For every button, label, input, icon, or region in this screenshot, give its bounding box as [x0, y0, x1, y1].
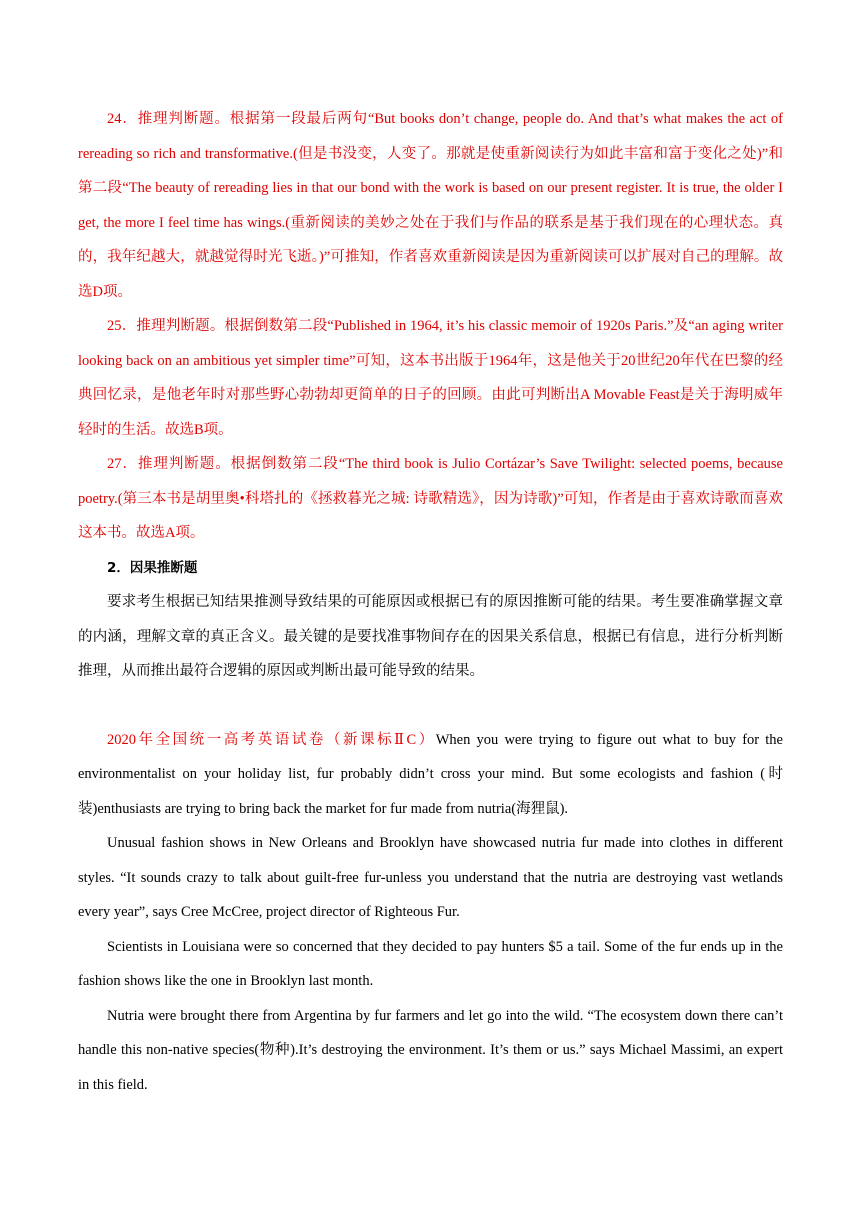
answer-27: 27．推理判断题。根据倒数第二段“The third book is Julio Cortázar’s Save Twilight: selected poems, because poetry.(第三本书是胡里奥•科塔扎的《拯救暮光之城: 诗歌精选》，因为诗歌)”可知，作者是由于喜欢诗歌而喜欢这本书。故选A项。 — [78, 456, 783, 541]
answer-25: 25．推理判断题。根据倒数第二段“Published in 1964, it’s his classic memoir of 1920s Paris.”及“an aging writer looking back on an ambitious yet simpler time”可知，这本书出版于1964年，这是他关于20世纪20年代在巴黎的经典回忆录，是他老年时对那些野心勃勃却更简单的日子的回顾。由此可判断出A Movable Feast是关于海明威年轻时的生活。故选B项。 — [78, 318, 783, 438]
passage-paragraph: Scientists in Louisiana were so concerned that they decided to pay hunters $5 a tail. Some of the fur ends up in the fashion shows like the one in Brooklyn last month. — [78, 938, 783, 989]
passage-intro: When you were trying to figure out what to buy for the environmentalist on your holiday list, fur probably didn’t cross your mind. But some ecologists and fashion (时装)enthusiasts are trying to bring back the market for fur made from nutria(海狸鼠). — [78, 731, 783, 817]
passage-paragraph: Unusual fashion shows in New Orleans and Brooklyn have showcased nutria fur made into clothes in different styles. “It sounds crazy to talk about guilt-free fur-unless you understand that the nutria are destroying vast wetlands every year”, says Cree McCree, project director of Righteous Fur. — [78, 835, 783, 920]
passage-source: 2020年全国统一高考英语试卷（新课标ⅡC） — [107, 731, 436, 748]
section-body: 要求考生根据已知结果推测导致结果的可能原因或根据已有的原因推断可能的结果。考生要准确掌握文章的内涵，理解文章的真正含义。最关键的是要找准事物间存在的因果关系信息，根据已有信息，进行分析判断推理，从而推出最符合逻辑的原因或判断出最可能导致的结果。 — [78, 594, 783, 679]
passage-paragraph: Nutria were brought there from Argentina by fur farmers and let go into the wild. “The ecosystem down there can’t handle this non-native species(物种).It’s destroying the environment. It’s them or us.” says Michael Massimi, an expert in this field. — [78, 1007, 783, 1093]
section-heading: 2．因果推断题 — [107, 559, 198, 576]
section-gap — [78, 689, 783, 723]
answer-24: 24．推理判断题。根据第一段最后两句“But books don’t change, people do. And that’s what makes the act of rereading so rich and transformative.(但是书没变，人变了。那就是使重新阅读行为如此丰富和富于变化之处)”和第二段“The beauty of rereading lies in that our bond with the work is based on our present register. It is true, the older I get, the more I feel time has wings.(重新阅读的美妙之处在于我们与作品的联系是基于我们现在的心理状态。真的，我年纪越大，就越觉得时光飞逝。)”可推知，作者喜欢重新阅读是因为重新阅读可以扩展对自己的理解。故选D项。 — [78, 111, 783, 300]
passage-intro-paragraph — [78, 723, 783, 827]
document-page — [78, 102, 783, 1102]
